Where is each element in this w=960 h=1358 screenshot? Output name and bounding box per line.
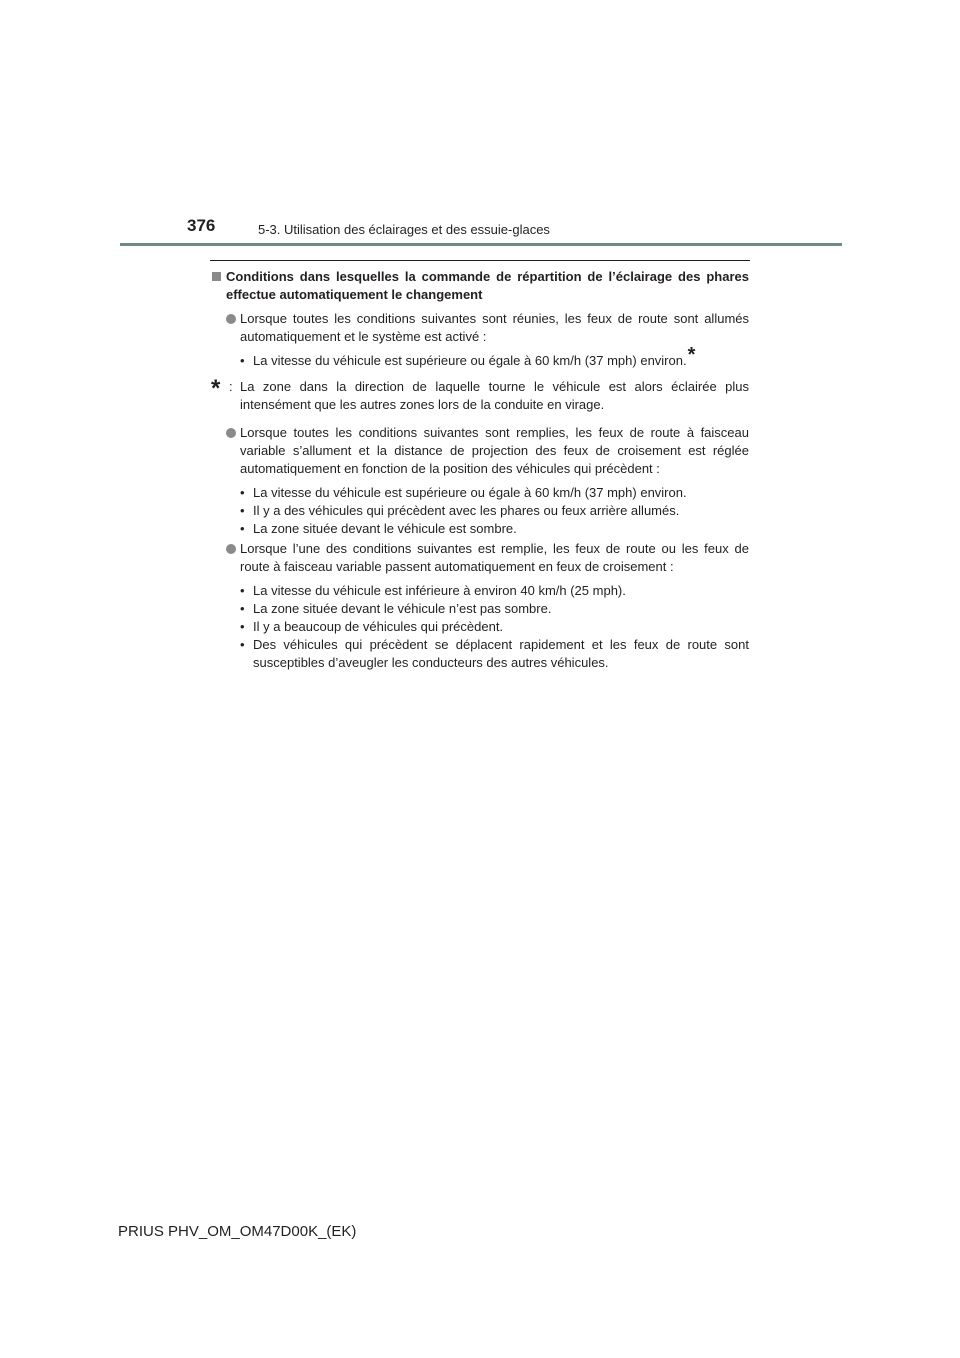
page-number: 376 <box>187 216 216 235</box>
sub-list-item <box>240 520 749 538</box>
section-heading <box>210 268 749 304</box>
sub-list-item-text: Il y a des véhicules qui précèdent avec les phares ou feux arrière allumés. <box>253 503 680 518</box>
sub-list-item <box>240 582 749 600</box>
content-rule <box>210 260 750 261</box>
sub-list-item-text: Des véhicules qui précèdent se déplacent rapidement et les feux de route sont susceptibles d’aveugler les conducteurs des autres véhicules. <box>253 637 749 670</box>
sub-list-item-text: La vitesse du véhicule est supérieure ou égale à 60 km/h (37 mph) environ. <box>253 485 687 500</box>
bullet-paragraph-1 <box>210 310 749 346</box>
round-bullet-icon <box>226 314 236 324</box>
header-rule <box>120 243 842 246</box>
sub-bullet-icon: • <box>240 521 245 536</box>
sub-bullet-icon: • <box>240 637 245 652</box>
footnote-text: La zone dans la direction de laquelle tourne le véhicule est alors éclairée plus intensément que les autres zones lors de la conduite en virage. <box>240 379 749 412</box>
sub-list-item <box>240 484 749 502</box>
section-heading-text: Conditions dans lesquelles la commande de répartition de l’éclairage des phares effectue automatiquement le changement <box>226 269 749 302</box>
footnote-asterisk-icon: * <box>211 375 221 402</box>
bullet-3-sub-list <box>210 582 749 672</box>
content-area <box>210 268 749 672</box>
footnote <box>210 375 749 414</box>
document-id: PRIUS PHV_OM_OM47D00K_(EK) <box>118 1223 357 1240</box>
sub-list-item <box>240 636 749 672</box>
sub-list-item <box>240 502 749 520</box>
sub-list-item-text: La vitesse du véhicule est supérieure ou égale à 60 km/h (37 mph) environ. <box>253 353 687 368</box>
square-bullet-icon <box>212 272 221 281</box>
bullet-1-text: Lorsque toutes les conditions suivantes sont réunies, les feux de route sont allumés automatiquement et le système est activé : <box>240 311 749 344</box>
sub-list-item <box>240 618 749 636</box>
footnote-colon: : <box>229 379 233 394</box>
sub-list-item <box>240 600 749 618</box>
sub-bullet-icon: • <box>240 485 245 500</box>
sub-list-item-text: La vitesse du véhicule est inférieure à environ 40 km/h (25 mph). <box>253 583 626 598</box>
sub-bullet-icon: • <box>240 503 245 518</box>
sub-list-item-text: Il y a beaucoup de véhicules qui précèdent. <box>253 619 504 634</box>
sub-bullet-icon: • <box>240 619 245 634</box>
round-bullet-icon <box>226 544 236 554</box>
round-bullet-icon <box>226 428 236 438</box>
bullet-2-sub-list <box>210 484 749 538</box>
bullet-paragraph-2 <box>210 424 749 478</box>
section-title: 5-3. Utilisation des éclairages et des essuie-glaces <box>258 222 550 237</box>
sub-list-item-text: La zone située devant le véhicule est sombre. <box>253 521 517 536</box>
sub-bullet-icon: • <box>240 353 245 368</box>
bullet-3-text: Lorsque l’une des conditions suivantes est remplie, les feux de route ou les feux de route à faisceau variable passent automatiquement en feux de croisement : <box>240 541 749 574</box>
sub-list-item <box>240 344 749 370</box>
sub-bullet-icon: • <box>240 601 245 616</box>
bullet-paragraph-3 <box>210 540 749 576</box>
sub-list-item-text: La zone située devant le véhicule n’est pas sombre. <box>253 601 552 616</box>
bullet-2-text: Lorsque toutes les conditions suivantes sont remplies, les feux de route à faisceau variable s’allument et la distance de projection des feux de croisement est réglée automatiquement en fonction de la position des véhicules qui précèdent : <box>240 425 749 476</box>
bullet-1-sub-list <box>210 344 749 370</box>
asterisk-marker: * <box>687 344 696 366</box>
sub-bullet-icon: • <box>240 583 245 598</box>
